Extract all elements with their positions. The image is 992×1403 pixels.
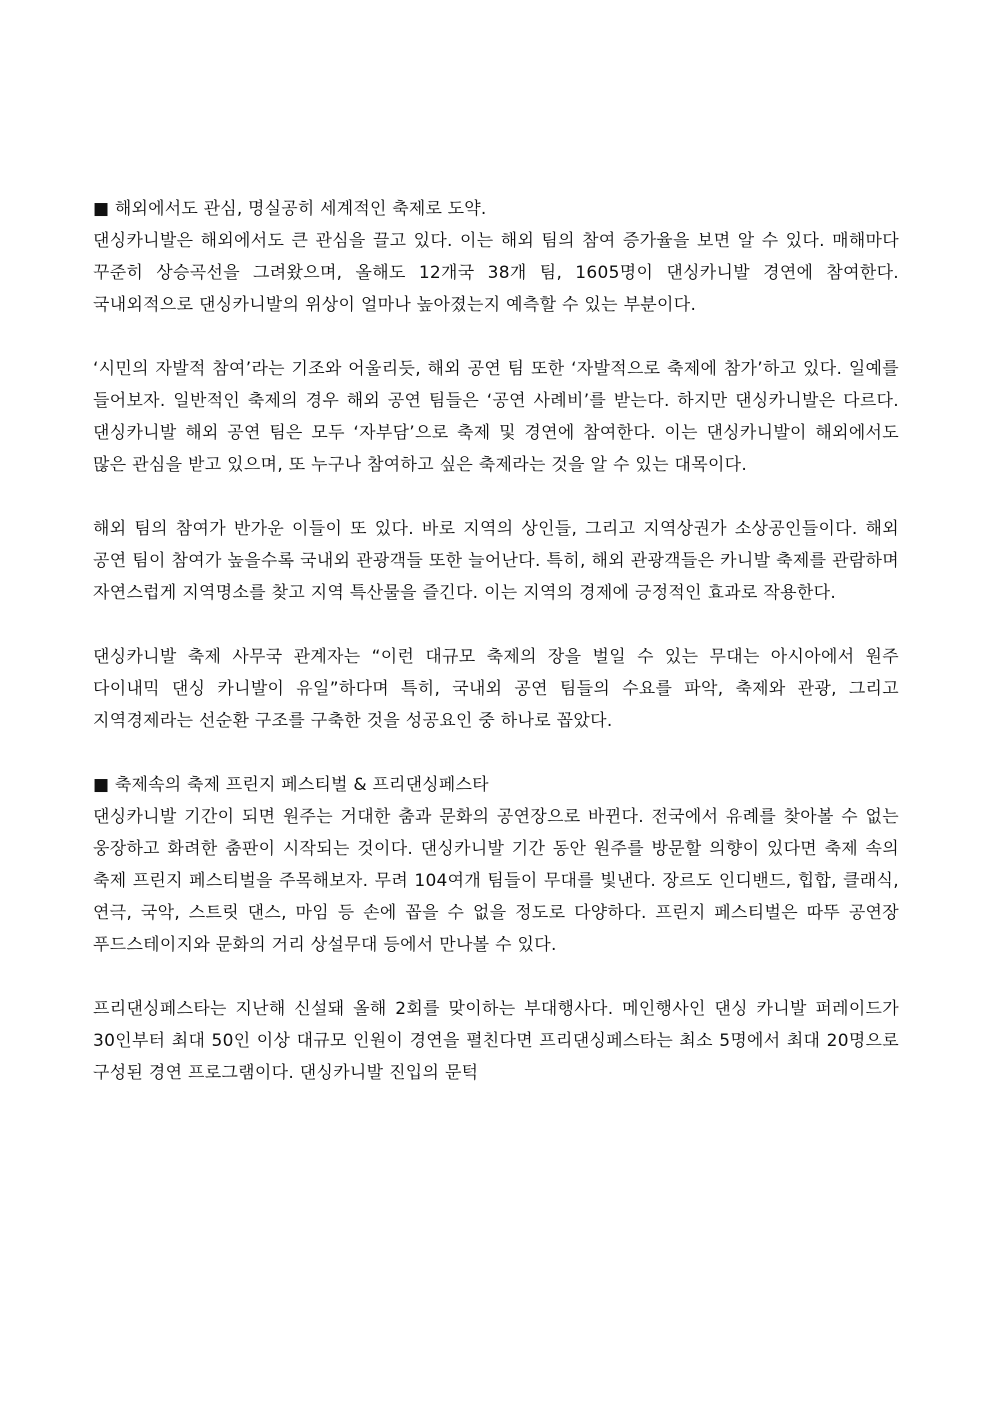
document-page xyxy=(93,193,899,1089)
paragraph-local-merchants: 해외 팀의 참여가 반가운 이들이 또 있다. 바로 지역의 상인들, 그리고 지역상권가 소상공인들이다. 해외 공연 팀이 참여가 높을수록 국내외 관광객들 또한 늘어난다. 특히, 해외 관광객들은 카니발 축제를 관람하며 자연스럽게 지역명소를 찾고 지역 특산물을 즐긴다. 이는 지역의 경제에 긍정적인 효과로 작용한다. xyxy=(93,519,899,603)
paragraph-free-dancing-festa: 프리댄싱페스타는 지난해 신설돼 올해 2회를 맞이하는 부대행사다. 메인행사인 댄싱 카니발 퍼레이드가 30인부터 최대 50인 이상 대규모 인원이 경연을 펼친다면 프리댄싱페스타는 최소 5명에서 최대 20명으로 구성된 경연 프로그램이다. 댄싱카니발 진입의 문턱 xyxy=(93,999,899,1083)
paragraph-official-quote: 댄싱카니발 축제 사무국 관계자는 “이런 대규모 축제의 장을 벌일 수 있는 무대는 아시아에서 원주 다이내믹 댄싱 카니발이 유일”하다며 특히, 국내외 공연 팀들의 수요를 파악, 축제와 관광, 그리고 지역경제라는 선순환 구조를 구축한 것을 성공요인 중 하나로 꼽았다. xyxy=(93,647,899,731)
paragraph-overseas-interest: 댄싱카니발은 해외에서도 큰 관심을 끌고 있다. 이는 해외 팀의 참여 증가율을 보면 알 수 있다. 매해마다 꾸준히 상승곡선을 그려왔으며, 올해도 12개국 38개 팀, 1605명이 댄싱카니발 경연에 참여한다. 국내외적으로 댄싱카니발의 위상이 얼마나 높아졌는지 예측할 수 있는 부분이다. xyxy=(93,231,899,315)
section-heading-overseas: ■ 해외에서도 관심, 명실공히 세계적인 축제로 도약. xyxy=(93,199,487,219)
paragraph-fringe-festival: 댄싱카니발 기간이 되면 원주는 거대한 춤과 문화의 공연장으로 바뀐다. 전국에서 유례를 찾아볼 수 없는 웅장하고 화려한 춤판이 시작되는 것이다. 댄싱카니발 기간 동안 원주를 방문할 의향이 있다면 축제 속의 축제 프린지 페스티벌을 주목해보자. 무려 104여개 팀들이 무대를 빛낸다. 장르도 인디밴드, 힙합, 클래식, 연극, 국악, 스트릿 댄스, 마임 등 손에 꼽을 수 없을 정도로 다양하다. 프린지 페스티벌은 따뚜 공연장 푸드스테이지와 문화의 거리 상설무대 등에서 만나볼 수 있다. xyxy=(93,807,899,955)
section-heading-fringe: ■ 축제속의 축제 프린지 페스티벌 & 프리댄싱페스타 xyxy=(93,775,489,795)
paragraph-voluntary-participation: ‘시민의 자발적 참여’라는 기조와 어울리듯, 해외 공연 팀 또한 ‘자발적으로 축제에 참가’하고 있다. 일예를 들어보자. 일반적인 축제의 경우 해외 공연 팀들은 ‘공연 사례비’를 받는다. 하지만 댄싱카니발은 다르다. 댄싱카니발 해외 공연 팀은 모두 ‘자부담’으로 축제 및 경연에 참여한다. 이는 댄싱카니발이 해외에서도 많은 관심을 받고 있으며, 또 누구나 참여하고 싶은 축제라는 것을 알 수 있는 대목이다. xyxy=(93,359,899,475)
